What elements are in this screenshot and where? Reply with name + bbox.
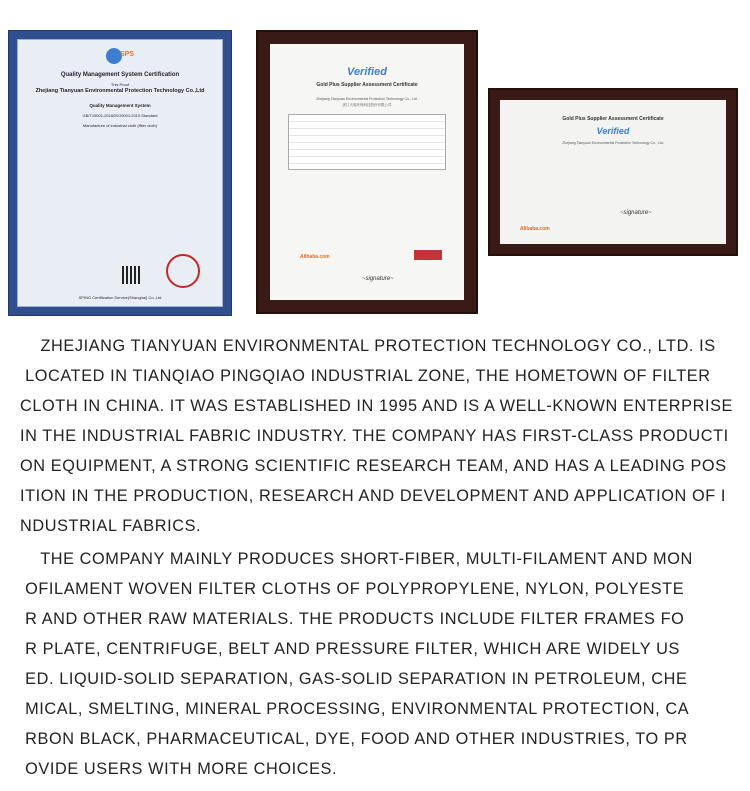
iso-certificate-subtitle: This Proof xyxy=(110,82,130,87)
gold-plus-certificate-title-2: Gold Plus Supplier Assessment Certificate xyxy=(562,116,664,122)
iso-certificate-title: Quality Management System Certification xyxy=(60,72,180,78)
gold-plus-certificate-frame xyxy=(256,30,478,314)
iso-certificate-scope: Manufacture of industrial cloth (filter cloth) xyxy=(82,123,158,128)
iso-certificate-system: Quality Management System xyxy=(89,103,151,108)
sps-logo-icon: SPS xyxy=(100,46,140,66)
signature-icon-2: ~signature~ xyxy=(620,210,652,216)
iso-certificate xyxy=(8,30,232,316)
paragraph-line: ED. LIQUID-SOLID SEPARATION, GAS-SOLID SEPARATION IN PETROLEUM, CHE xyxy=(20,670,688,688)
verified-logo-2: Verified xyxy=(596,126,630,136)
gold-plus-certificate-company: Zhejiang Tianyuan Environmental Protection Technology Co., Ltd. xyxy=(316,97,418,101)
paragraph-line: OFILAMENT WOVEN FILTER CLOTHS OF POLYPROPYLENE, NYLON, POLYESTE xyxy=(20,580,685,598)
iso-certificate-company: Zhejiang Tianyuan Environmental Protection Technology Co.,Ltd xyxy=(35,88,205,94)
iso-certificate-issuer: SPING Certification Service(Shanghai) Co.,Ltd xyxy=(78,295,162,300)
certification-seal-icon xyxy=(166,254,200,288)
certificate-gallery xyxy=(0,0,750,320)
signature-icon: ~signature~ xyxy=(362,276,394,282)
qr-code-icon xyxy=(122,266,140,284)
paragraph-line: ZHEJIANG TIANYUAN ENVIRONMENTAL PROTECTION TECHNOLOGY CO., LTD. IS xyxy=(20,337,716,355)
paragraph-line: IN THE INDUSTRIAL FABRIC INDUSTRY. THE COMPANY HAS FIRST-CLASS PRODUCTI xyxy=(20,427,729,445)
paragraph-line: R AND OTHER RAW MATERIALS. THE PRODUCTS INCLUDE FILTER FRAMES FO xyxy=(20,610,685,628)
paragraph-line: LOCATED IN TIANQIAO PINGQIAO INDUSTRIAL ZONE, THE HOMETOWN OF FILTER xyxy=(20,367,711,385)
company-intro-paragraph xyxy=(20,331,745,541)
paragraph-line: NDUSTRIAL FABRICS. xyxy=(20,517,202,535)
paragraph-line: MICAL, SMELTING, MINERAL PROCESSING, ENVIRONMENTAL PROTECTION, CA xyxy=(20,700,690,718)
assessment-badge-icon xyxy=(414,250,442,260)
paragraph-line: ON EQUIPMENT, A STRONG SCIENTIFIC RESEARCH TEAM, AND HAS A LEADING POS xyxy=(20,457,727,475)
alibaba-logo-2: Alibaba.com xyxy=(520,226,550,232)
assessment-checklist xyxy=(288,114,446,170)
gold-plus-certificate-company-2: Zhejiang Tianyuan Environmental Protection Technology Co., Ltd. xyxy=(562,141,664,145)
gold-plus-certificate-landscape xyxy=(488,88,738,256)
paragraph-line: THE COMPANY MAINLY PRODUCES SHORT-FIBER, MULTI-FILAMENT AND MON xyxy=(20,550,693,568)
verified-logo: Verified xyxy=(347,66,387,78)
alibaba-logo: Alibaba.com xyxy=(300,254,330,260)
paragraph-line: CLOTH IN CHINA. IT WAS ESTABLISHED IN 1995 AND IS A WELL-KNOWN ENTERPRISE xyxy=(20,397,733,415)
iso-certificate-standard: GB/T19001-2016/ISO9001:2015 Standard xyxy=(82,113,158,118)
paragraph-line: OVIDE USERS WITH MORE CHOICES. xyxy=(20,760,338,778)
gold-plus-certificate-title: Gold Plus Supplier Assessment Certificate xyxy=(316,82,418,88)
paragraph-line: R PLATE, CENTRIFUGE, BELT AND PRESSURE FILTER, WHICH ARE WIDELY US xyxy=(20,640,680,658)
paragraph-line: RBON BLACK, PHARMACEUTICAL, DYE, FOOD AND OTHER INDUSTRIES, TO PR xyxy=(20,730,688,748)
paragraph-line: ITION IN THE PRODUCTION, RESEARCH AND DEVELOPMENT AND APPLICATION OF I xyxy=(20,487,727,505)
gold-plus-certificate-company-cn: 浙江天源环保科技股份有限公司 xyxy=(342,103,392,107)
products-paragraph xyxy=(20,544,745,784)
